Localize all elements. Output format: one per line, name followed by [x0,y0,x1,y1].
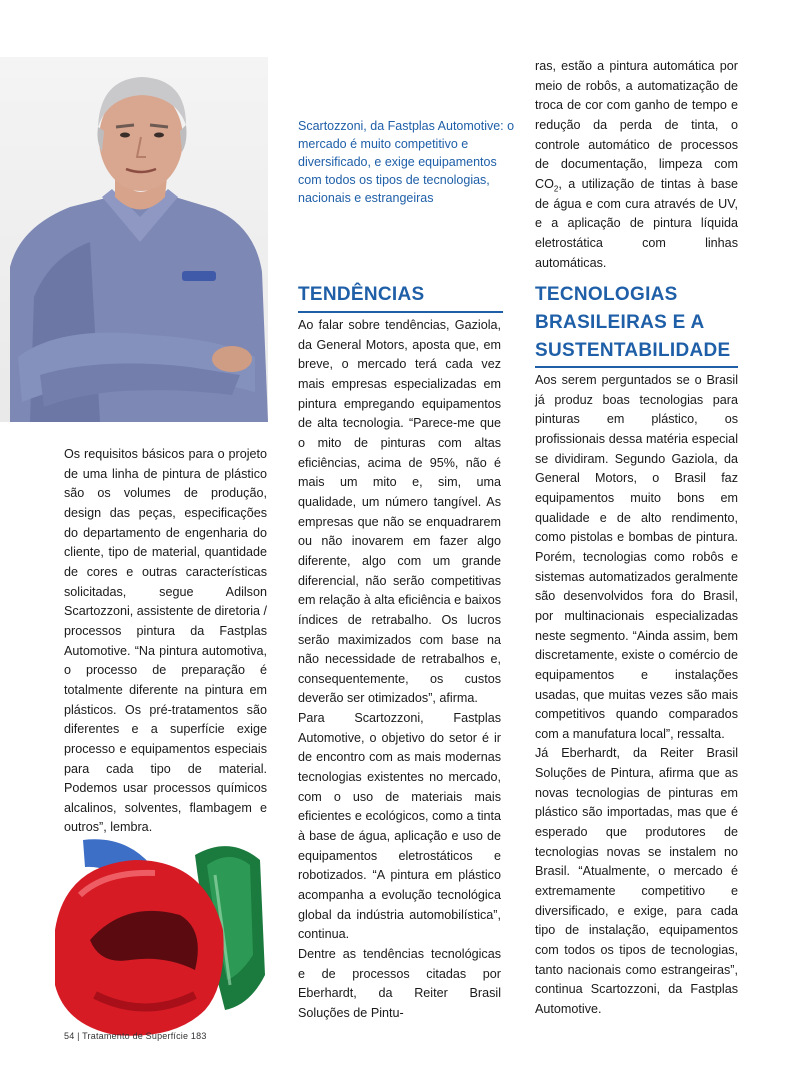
heading-rule-tecnologias [535,366,738,368]
body-paragraph: Ao falar sobre tendências, Gaziola, da General Motors, aposta que, em breve, o mercado terá cada vez mais empresas especializadas em pintura empregando equipamentos de alta tecnologia. “Parece-me que o mito de pinturas com altas eficiências, acima de 95%, não é mais um mito e, sim, uma qualidade, um número tangível. As empresas que não se enquadrarem ou não inovarem em fazer algo diferente, algo com um grande diferencial, não serão competitivas em relação à alta eficiência e baixos índices de retrabalho. Os lucros serão maximizados com base na não necessidade de retrabalhos e, consequentemente, os custos deverão ser otimizados”, afirma. [298,318,502,706]
body-paragraph: Aos serem perguntados se o Brasil já produz boas tecnologias para pinturas em plástico, os profissionais dessa matéria especial se dividiram. Segundo Gaziola, da General Motors, o Brasil faz equipamentos muito bons em qualidade e de alto rendimento, como pistolas e bombas de pintura. Porém, tecnologias como robôs e sistemas automatizados geralmente são desenvolvidos fora do Brasil, por multinacionais especializadas neste segmento. “Ainda assim, bem discretamente, existe o comércio de equipamentos e instalações usadas, que muitas vezes são mais competitivos quando comparados com a manufatura local”, ressalta. [535,373,738,741]
body-paragraph: Já Eberhardt, da Reiter Brasil Soluções de Pintura, afirma que as novas tecnologias de pinturas em plástico são importadas, mas que é esperado que produtores de tecnologias novas se instalem no Brasil. “Atualmente, o mercado é extremamente competitivo e diversificado, e exige, para cada tipo de instalação, equipamentos com todos os tipos de tecnologias, tanto nacionais como estrangeiras”, continua Scartozzoni, da Fastplas Automotive. [535,746,738,1016]
continued-text-top-right [535,57,738,273]
portrait-photo [0,57,268,422]
subscript-2: 2 [553,184,559,194]
photo-caption: Scartozzoni, da Fastplas Automotive: o mercado é muito competitivo e diversificado, e exige equipamentos com todos os tipos de tecnologias, nacionais e estrangeiras [298,119,515,205]
heading-tecnologias: TECNOLOGIAS BRASILEIRAS E A SUSTENTABILIDADE [535,284,731,361]
plastic-parts-photo [55,835,270,1040]
portrait-illustration [0,57,268,422]
heading-tendencias: TENDÊNCIAS [298,284,425,305]
heading-rule-tendencias [298,311,503,313]
right-column [535,371,738,1020]
page-footer: 54 | Tratamento de Superfície 183 [64,1031,207,1041]
painted-parts-illustration [55,835,270,1040]
body-paragraph: Para Scartozzoni, Fastplas Automotive, o objetivo do setor é ir de encontro com as mais modernas tecnologias existentes no mercado, com o uso de materiais mais eficientes e ecológicos, como a tinta à base de água, aplicação e uso de equipamentos eletrostáticos e robotizados. “A pintura em plástico acompanha a evolução tecnológica global da indústria automobilística”, continua. [298,711,501,942]
continued-paragraph: ras, estão a pintura automática por meio de robôs, a automatização de troca de cor com ganho de tempo e redução da perda de tinta, o controle automático de processos de documentação, limpeza com $CO_2$, a utilização de tintas à base de água e com cura através de UV, e a aplicação de pintura líquida eletrostática com linhas automáticas. [535,59,738,270]
body-paragraph: Os requisitos básicos para o projeto de uma linha de pintura de plástico são os volumes de produção, design das peças, especificações do departamento de engenharia do cliente, tipo de material, quantidade de cores e outras características solicitadas, segue Adilson Scartozzoni, assistente de diretoria / processos pintura da Fastplas Automotive. “Na pintura automotiva, o processo de preparação é totalmente diferente na pintura em plásticos. Os pré-tratamentos são diferentes e a superfície exige processo e equipamentos especiais para cada tipo de material. Podemos usar processos químicos alcalinos, solventes, flambagem e outros”, lembra. [64,447,268,835]
body-paragraph: Dentre as tendências tecnológicas e de processos citadas por Eberhardt, da Reiter Brasil Soluções de Pintu- [298,947,501,1020]
left-column [64,445,267,838]
middle-column [298,316,501,1024]
